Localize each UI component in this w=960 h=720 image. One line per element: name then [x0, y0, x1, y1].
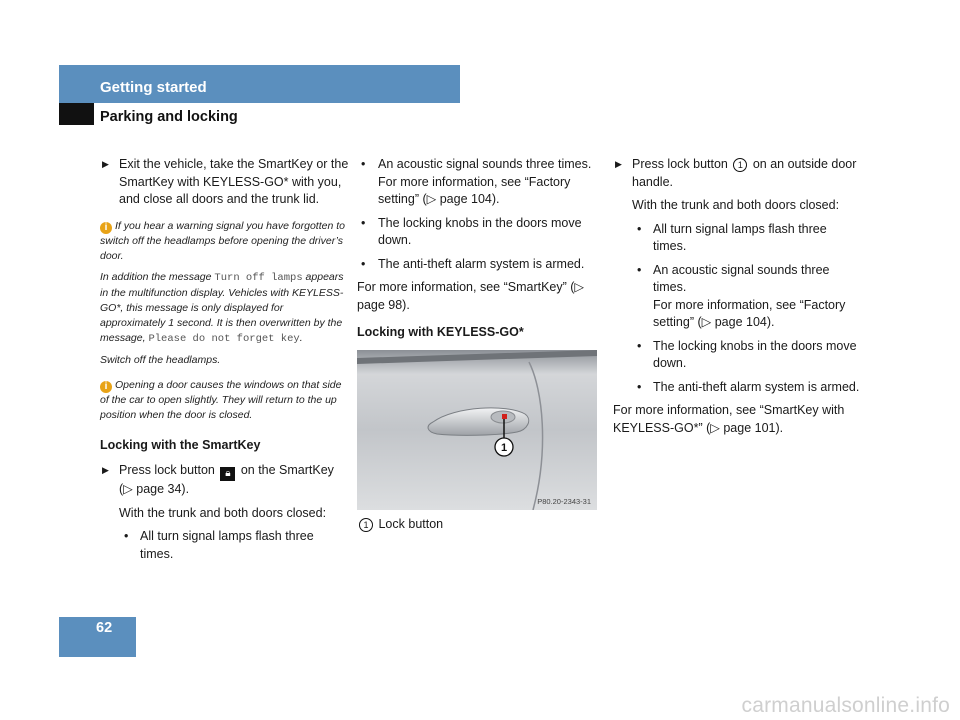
condition-text: With the trunk and both doors closed:: [632, 198, 840, 212]
step-press-lock-handle: [613, 156, 863, 191]
list-item: [613, 379, 863, 397]
list-item: [613, 338, 863, 373]
step-text: on an outside door handle.: [632, 157, 857, 189]
caption-text: Lock button: [378, 516, 444, 531]
figure-code: P80.20-2343-31: [537, 496, 591, 506]
arrow-icon: ▶: [102, 465, 109, 475]
list-item: [100, 528, 350, 563]
cross-reference: For more information, see “SmartKey” (▷ page 98).: [357, 280, 585, 312]
door-handle-photo: [357, 350, 597, 510]
cross-reference: For more information, see “Factory setting” (▷ page 104).: [653, 297, 846, 329]
step-exit-vehicle: [100, 156, 350, 209]
info-note-headlamps: [100, 219, 350, 368]
info-icon: i: [100, 381, 112, 393]
list-item-text: The locking knobs in the doors move down.: [653, 338, 857, 370]
door-handle-illustration: [357, 350, 597, 510]
list-item-text: An acoustic signal sounds three times.: [653, 262, 830, 294]
list-item: [613, 221, 863, 256]
condition-text: With the trunk and both doors closed:: [119, 505, 327, 520]
note-text: If you hear a warning signal you have forgotten to switch off the headlamps before opening the driver’s door.: [100, 219, 345, 262]
page-title: Getting started: [100, 79, 207, 96]
callout-number: 1: [733, 158, 747, 172]
bullet-icon: •: [361, 215, 366, 230]
bullet-icon: •: [361, 256, 366, 271]
list-item: [357, 215, 602, 250]
bullet-icon: •: [361, 157, 366, 171]
step-text: Press lock button: [119, 463, 219, 477]
step-text: on the SmartKey (▷ page 34).: [119, 463, 334, 496]
list-item: [613, 262, 863, 332]
step-text: Exit the vehicle, take the SmartKey or the SmartKey with KEYLESS-GO* with you, and close all doors and the trunk lid.: [119, 157, 349, 206]
bullet-icon: •: [124, 529, 129, 543]
note-text: .: [299, 331, 303, 344]
info-icon: i: [100, 222, 112, 234]
list-item-text: An acoustic signal sounds three times.: [378, 157, 592, 171]
callout-number: 1: [500, 441, 508, 454]
cross-reference: For more information, see “Factory setting” (▷ page 104).: [378, 174, 571, 206]
list-item-text: All turn signal lamps flash three times.: [653, 221, 827, 253]
callout-number: 1: [359, 518, 373, 532]
cross-reference: For more information, see “SmartKey with KEYLESS-GO*” (▷ page 101).: [613, 403, 845, 435]
note-text: Switch off the headlamps.: [100, 353, 221, 366]
list-item: [357, 256, 602, 274]
info-note-windows: [100, 378, 350, 423]
list-item-text: The anti-theft alarm system is armed.: [653, 379, 860, 394]
column-3: [613, 156, 863, 437]
list-item-text: The locking knobs in the doors move down.: [378, 215, 582, 247]
arrow-icon: ▶: [615, 159, 622, 169]
step-press-lock: [100, 462, 350, 499]
bullet-icon: •: [637, 221, 642, 236]
watermark: carmanualsonline.info: [741, 694, 950, 717]
column-2: [357, 156, 602, 533]
figure-caption: [357, 516, 602, 534]
lock-icon: 🔒︎: [220, 467, 235, 481]
note-text: In addition the message: [100, 270, 215, 283]
lock-button-marker: [502, 414, 507, 419]
list-item: [357, 156, 602, 209]
page-number: 62: [96, 620, 113, 636]
display-message: Please do not forget key: [148, 332, 300, 345]
bullet-icon: •: [637, 262, 642, 277]
note-text: Opening a door causes the windows on that side of the car to open slightly. They will return to the up position when the door is closed.: [100, 378, 342, 421]
bullet-icon: •: [637, 338, 642, 353]
step-text: Press lock button: [632, 157, 732, 171]
arrow-icon: ▶: [102, 159, 109, 169]
display-message: Turn off lamps: [214, 271, 303, 284]
note-text: appears in the multifunction display. Vehicles with KEYLESS-GO*, this message is only displayed for approximately 1 second. It is then overwritten by the message,: [100, 270, 344, 344]
column-1: [100, 156, 350, 563]
list-item-text: All turn signal lamps flash three times.: [140, 529, 314, 561]
section-heading-keyless-go: Locking with KEYLESS-GO*: [357, 325, 524, 339]
section-heading-smartkey: Locking with the SmartKey: [100, 437, 261, 452]
list-item-text: The anti-theft alarm system is armed.: [378, 256, 585, 271]
header-tab: [59, 103, 94, 125]
bullet-icon: •: [637, 379, 642, 394]
page-subtitle: Parking and locking: [100, 109, 238, 125]
